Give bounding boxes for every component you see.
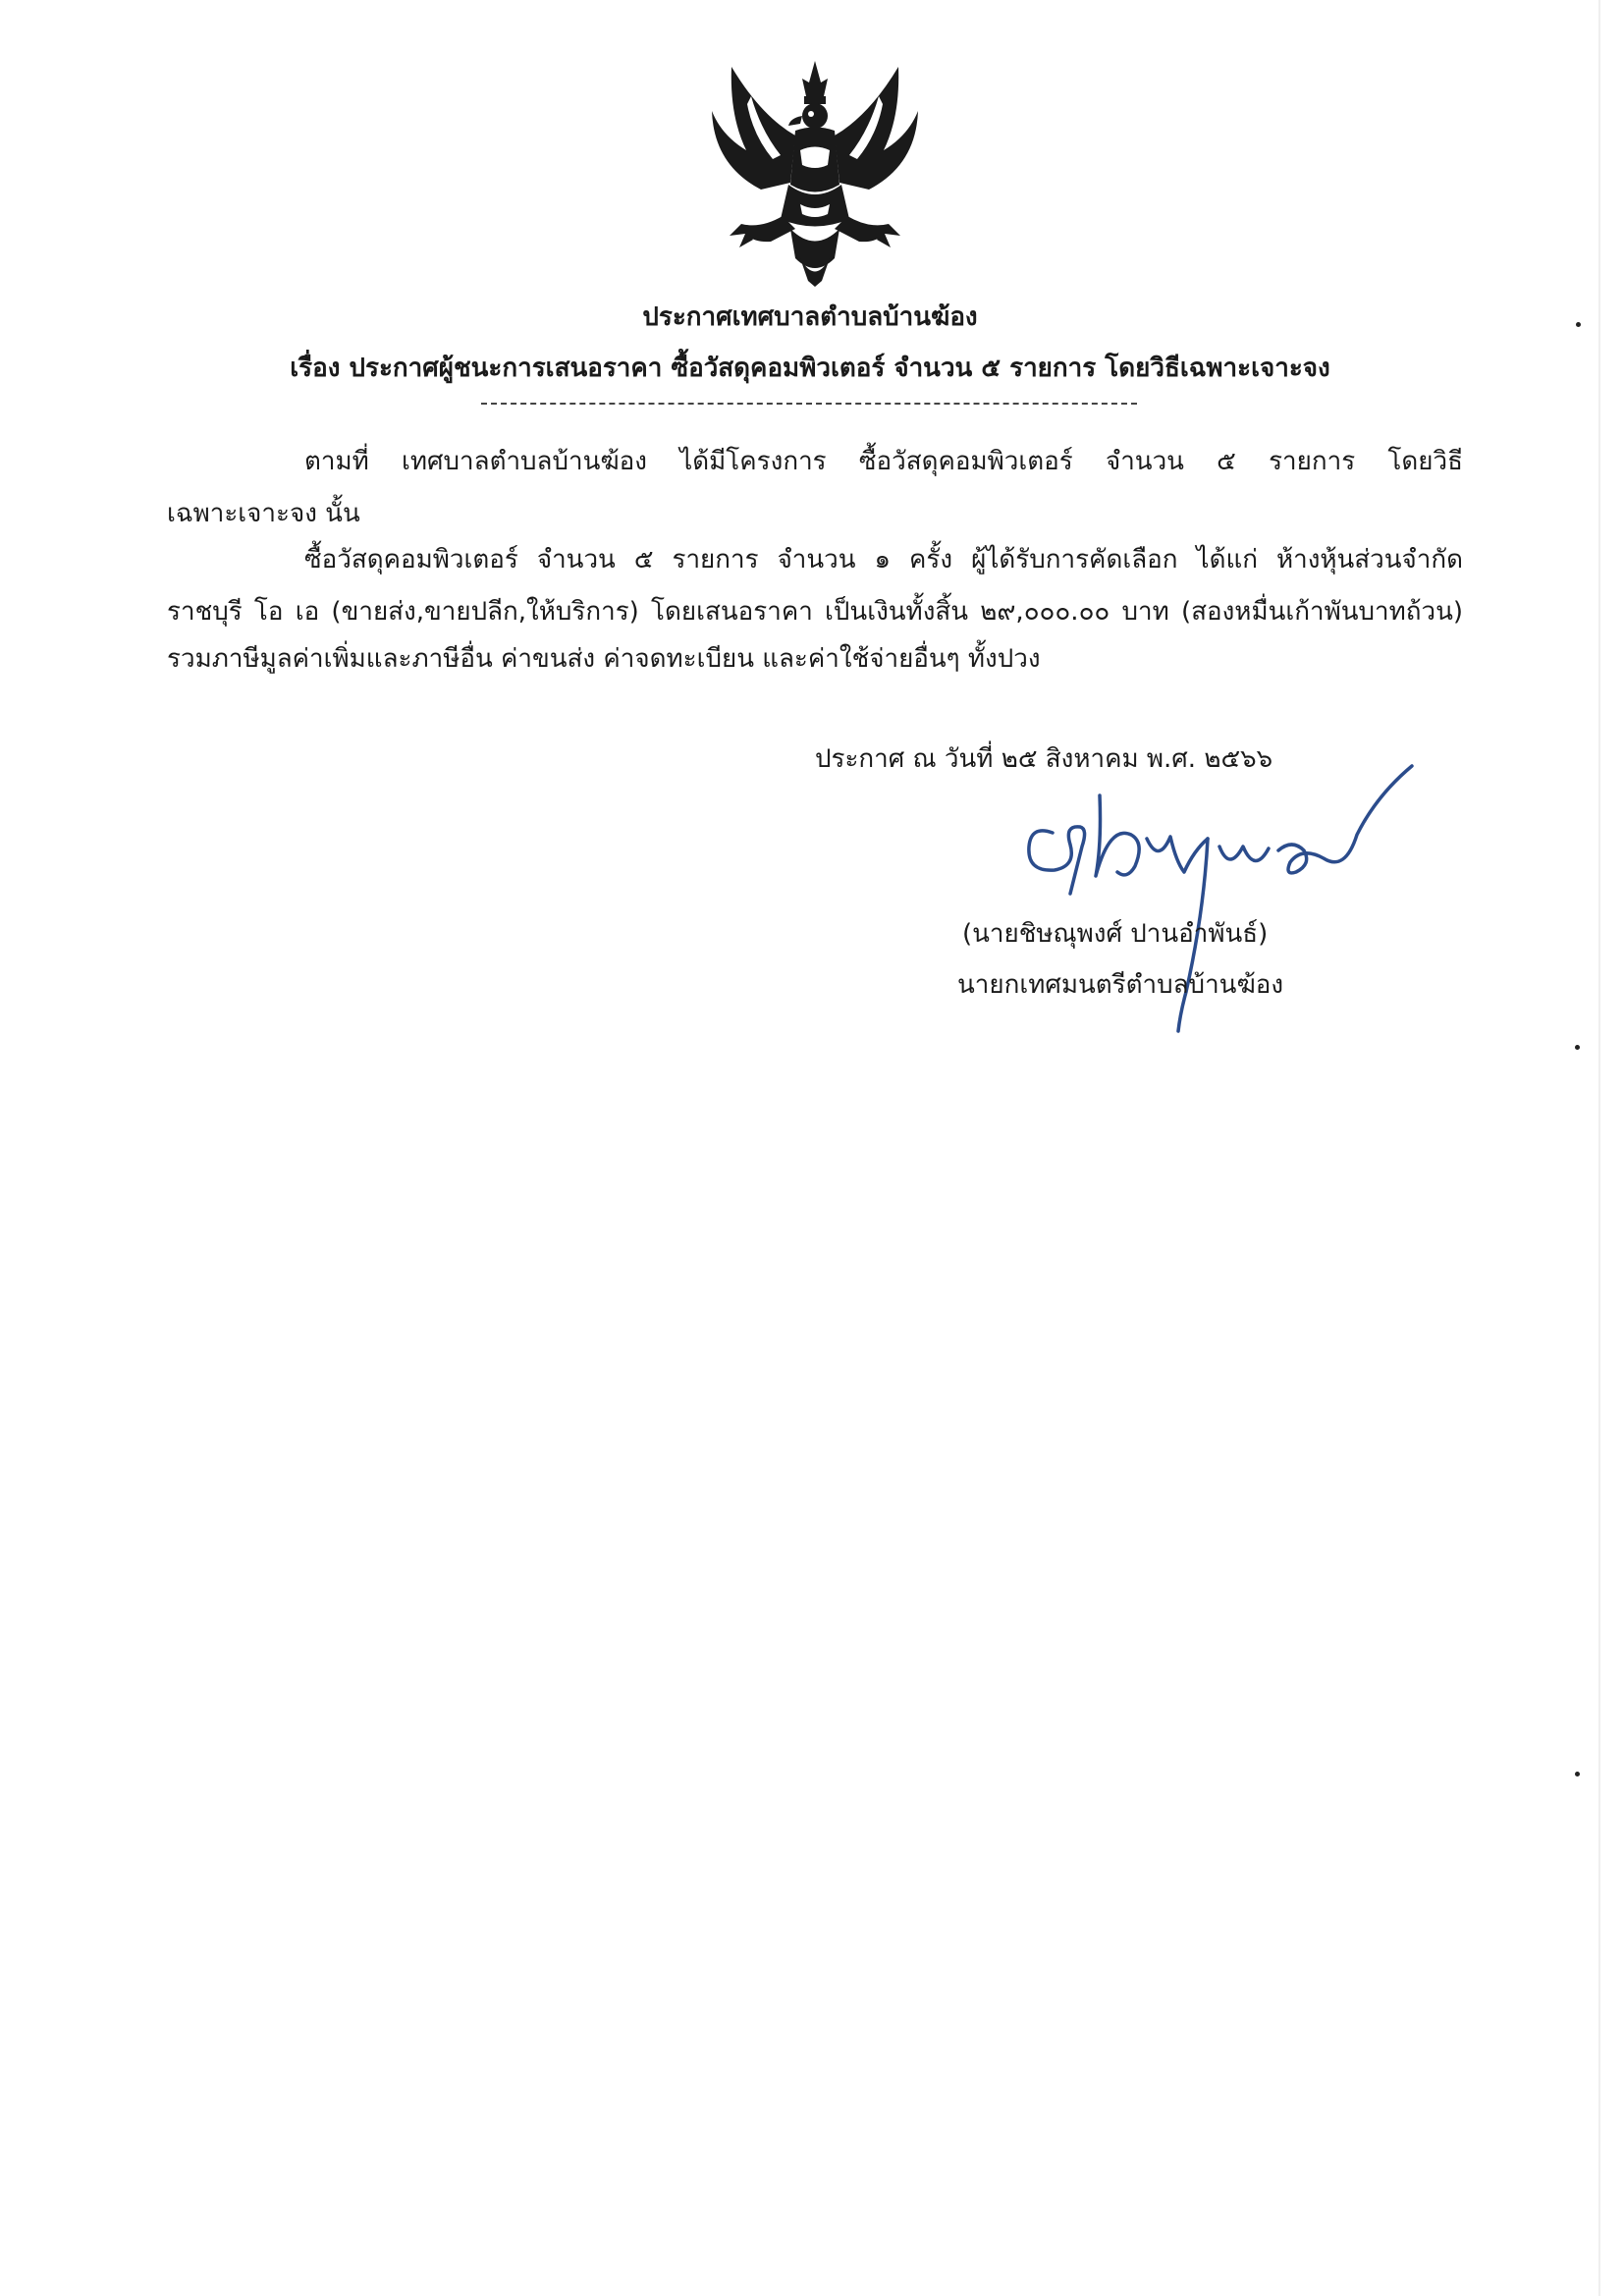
body-line-4: ราชบุรี โอ เอ (ขายส่ง,ขายปลีก,ให้บริการ) โดยเสนอราคา เป็นเงินทั้งสิ้น ๒๙,๐๐๐.๐๐ บาท (สองหมื่นเก้าพันบาทถ้วน) [167,597,1463,627]
announcement-subject: เรื่อง ประกาศผู้ชนะการเสนอราคา ซื้อวัสดุคอมพิวเตอร์ จำนวน ๕ รายการ โดยวิธีเฉพาะเจาะจง [290,354,1330,383]
body-line-2: เฉพาะเจาะจง นั้น [167,499,360,528]
announcement-date: ประกาศ ณ วันที่ ๒๕ สิงหาคม พ.ศ. ๒๕๖๖ [815,744,1273,774]
garuda-emblem-icon [702,57,928,288]
body-line-1: ตามที่ เทศบาลตำบลบ้านฆ้อง ได้มีโครงการ ซื้อวัสดุคอมพิวเตอร์ จำนวน ๕ รายการ โดยวิธี [304,447,1463,476]
body-line-5: รวมภาษีมูลค่าเพิ่มและภาษีอื่น ค่าขนส่ง ค่าจดทะเบียน และค่าใช้จ่ายอื่นๆ ทั้งปวง [167,644,1041,674]
body-line-3: ซื้อวัสดุคอมพิวเตอร์ จำนวน ๕ รายการ จำนวน ๑ ครั้ง ผู้ได้รับการคัดเลือก ได้แก่ ห้างหุ้นส่วนจำกัด [304,545,1464,574]
scan-speck [1575,1772,1580,1777]
scan-edge-line [1598,0,1600,2296]
signer-name: (นายชิษณุพงศ์ ปานอำพันธ์) [962,919,1269,949]
signer-title: นายกเทศมนตรีตำบลบ้านฆ้อง [957,970,1284,1000]
scan-speck [1576,322,1581,327]
scan-speck [1575,1045,1580,1050]
announcement-title: ประกาศเทศบาลตำบลบ้านฆ้อง [642,302,978,332]
separator-rule [481,403,1137,405]
